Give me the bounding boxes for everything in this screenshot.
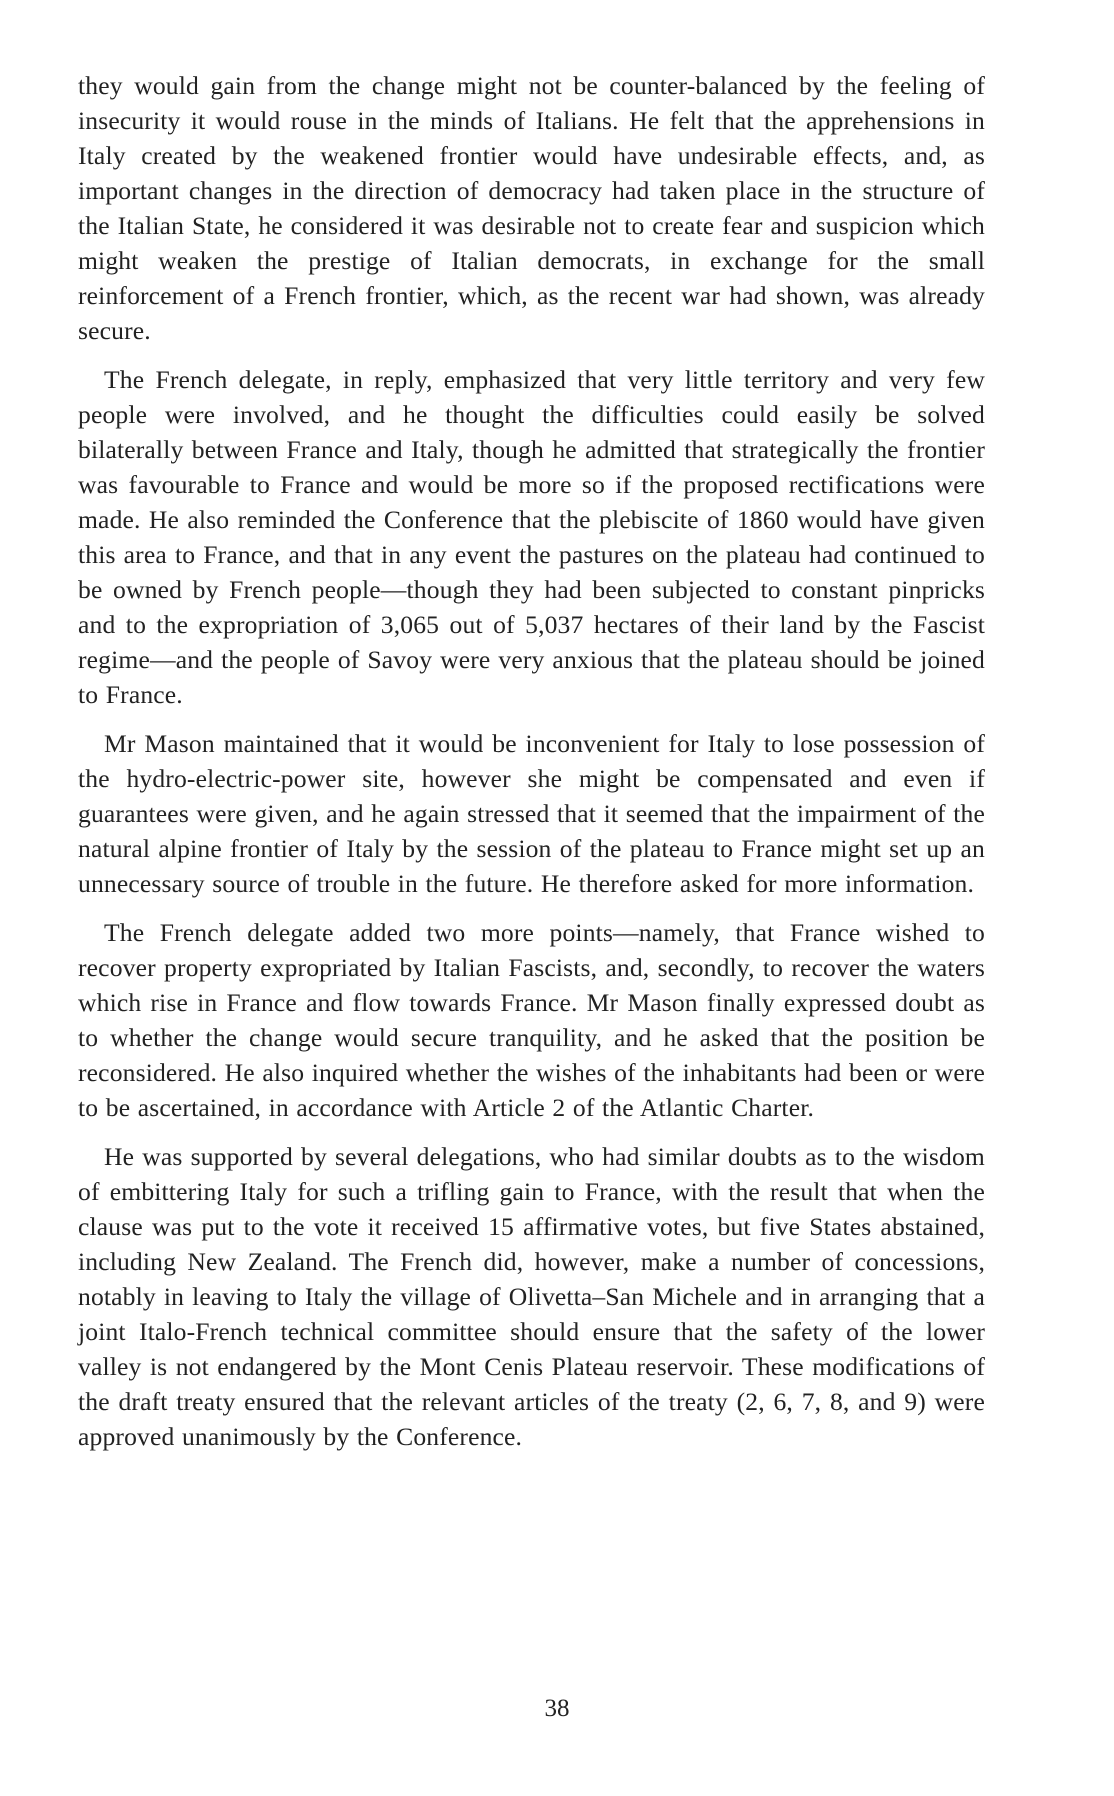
paragraph-5: He was supported by several delegations, who had similar doubts as to the wisdom of embittering Italy for such a trifling gain to France, with the result that when the clause was put to the vote it received 15 affirmative votes, but five States abstained, including New Zealand. The French did, however, make a number of concessions, notably in leaving to Italy the village of Olivetta–San Michele and in arranging that a joint Italo-French technical committee should ensure that the safety of the lower valley is not endangered by the Mont Cenis Plateau reservoir. These modifications of the draft treaty ensured that the relevant articles of the treaty (2, 6, 7, 8, and 9) were approved unanimously by the Conference.	[78, 1142, 985, 1451]
paragraph-2: The French delegate, in reply, emphasized that very little territory and very few people were involved, and he thought the difficulties could easily be solved bilaterally between France and Italy, though he admitted that strategically the frontier was favourable to France and would be more so if the proposed rectifications were made. He also reminded the Conference that the plebiscite of 1860 would have given this area to France, and that in any event the pastures on the plateau had continued to be owned by French people—though they had been subjected to constant pinpricks and to the expropriation of 3,065 out of 5,037 hectares of their land by the Fascist regime—and the people of Savoy were very anxious that the plateau should be joined to France.	[78, 365, 985, 709]
page-number: 38	[544, 1695, 570, 1722]
paragraph-4: The French delegate added two more points—namely, that France wished to recover property expropriated by Italian Fascists, and, secondly, to recover the waters which rise in France and flow towards France. Mr Mason finally expressed doubt as to whether the change would secure tranquility, and he asked that the position be reconsidered. He also inquired whether the wishes of the inhabitants had been or were to be ascertained, in accordance with Article 2 of the Atlantic Charter.	[78, 918, 986, 1122]
page-body	[78, 68, 985, 1468]
paragraph-1: they would gain from the change might not be counter-balanced by the feeling of insecurity it would rouse in the minds of Italians. He felt that the apprehensions in Italy created by the weakened frontier would have undesirable effects, and, as important changes in the direction of democracy had taken place in the structure of the Italian State, he considered it was desirable not to create fear and suspicion which might weaken the prestige of Italian democrats, in exchange for the small reinforcement of a French frontier, which, as the recent war had shown, was already secure.	[78, 71, 985, 345]
paragraph-3: Mr Mason maintained that it would be inconvenient for Italy to lose possession of the hydro-electric-power site, however she might be compensated and even if guarantees were given, and he again stressed that it seemed that the impairment of the natural alpine frontier of Italy by the session of the plateau to France might set up an unnecessary source of trouble in the future. He therefore asked for more information.	[78, 729, 985, 898]
